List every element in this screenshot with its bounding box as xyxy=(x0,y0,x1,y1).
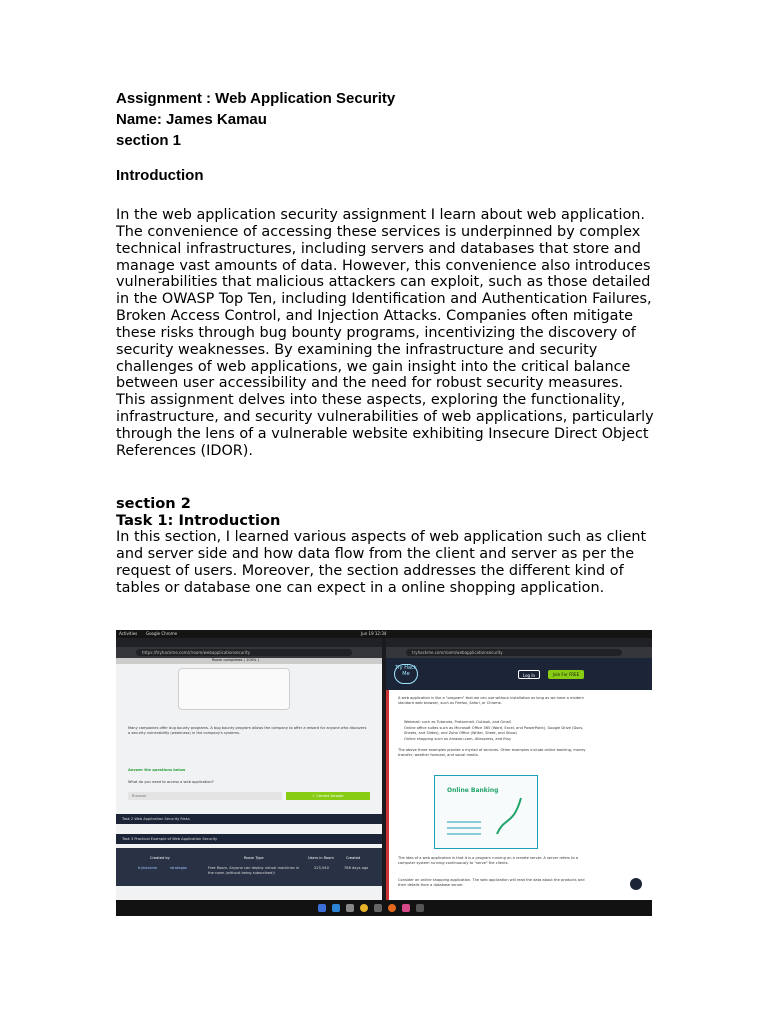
correct-answer-button[interactable]: ✓ Correct Answer xyxy=(286,792,370,800)
tryhackme-header xyxy=(386,658,652,690)
section-2-label: section 2 xyxy=(116,495,191,512)
introduction-paragraph: In the web application security assignment I learn about web application. The convenience of accessing these services is underpinned by complex technical infrastructures, including servers and databases that store and manage vast amounts of data. However, this convenience also introduces vulnerabilities that malicious attackers can exploit, such as those detailed in the OWASP Top Ten, including Identification and Authentication Failures, Broken Access Control, and Injection Attacks. Companies often mitigate these risks through bug bounty programs, incentivizing the discovery of security weaknesses. By examining the infrastructure and security challenges of web applications, we gain insight into the critical balance between user accessibility and the need for robust security measures. This assignment delves into these aspects, exploring the functionality, infrastructure, and security vulnerabilities of web applications, particularly through the lens of a vulnerable website exhibiting Insecure Direct Object References (IDOR). xyxy=(116,207,654,459)
grid-icon[interactable] xyxy=(416,904,424,912)
answer-heading: Answer the questions below xyxy=(128,768,186,772)
online-banking-illustration xyxy=(434,775,538,849)
created-by-header: Created by xyxy=(150,856,170,860)
question-text: What do you need to access a web application? xyxy=(128,780,214,784)
growth-curve xyxy=(435,776,539,850)
desktop-top-bar xyxy=(116,630,652,638)
bullet-2: Online office suites such as Microsoft Office 365 (Word, Excel, and PowerPoint), Google Drive (Docs, Sheets, and Slides), and Zoho Office (Writer, Sheet, and Show) xyxy=(404,726,584,735)
bug-bounty-text: Many companies offer bug bounty programs. A bug bounty program allows the company to offer a reward for anyone who discovers a security vulnerability (weakness) in the company's systems. xyxy=(128,726,367,735)
room-completed-label: Room completed ( 100% ) xyxy=(212,658,259,662)
taskbar-dock xyxy=(116,900,652,916)
task-3-bar[interactable]: Task 3 Practical Example of Web Application Security xyxy=(116,834,382,844)
tryhackme-screenshot xyxy=(116,630,652,916)
right-para-3: The idea of a web application is that it is a program running on a remote server. A server refers to a computer system running continuously to "serve" the clients. xyxy=(398,856,579,865)
creator-1[interactable]: tryhackme xyxy=(138,866,158,870)
settings-icon[interactable] xyxy=(374,904,382,912)
app-icon[interactable] xyxy=(402,904,410,912)
chat-bubble-icon[interactable] xyxy=(630,878,642,890)
left-tab-strip xyxy=(116,638,382,647)
section-1-label: section 1 xyxy=(116,132,182,149)
chrome-icon[interactable] xyxy=(360,904,368,912)
activities-label: Activities xyxy=(119,631,138,636)
right-browser-window xyxy=(386,638,652,908)
task1-heading: Task 1: Introduction xyxy=(116,512,281,529)
join-button[interactable]: Join For FREE xyxy=(548,670,584,679)
firefox-icon[interactable] xyxy=(388,904,396,912)
files-icon[interactable] xyxy=(318,904,326,912)
bullet-1: Webmail: such as Tutanota, Protonmail, Outlook, and Gmail xyxy=(404,720,511,724)
network-diagram xyxy=(178,668,290,710)
creator-2[interactable]: strategos xyxy=(170,866,187,870)
right-url-field[interactable]: tryhackme.com/room/webapplicationsecurity xyxy=(406,649,622,656)
task-2-bar[interactable]: Task 2 Web Application Security Risks xyxy=(116,814,382,824)
vscode-icon[interactable] xyxy=(332,904,340,912)
author-name: Name: James Kamau xyxy=(116,111,267,128)
created-value: 786 days ago xyxy=(344,866,369,870)
online-banking-label: Online Banking xyxy=(447,787,499,794)
room-type-header: Room Type xyxy=(244,856,264,860)
login-button[interactable]: Log In xyxy=(518,670,540,679)
task1-paragraph: In this section, I learned various aspects of web application such as client and server side and how data flow from the client and server as per the request of users. Moreover, the section addresses the different kind of tables or database one can expect in a online shopping application. xyxy=(116,529,647,596)
right-para-2: The above three examples provide a myriad of services. Other examples include online banking, money transfer, weather forecast, and social media. xyxy=(398,748,586,757)
answer-field[interactable]: Browser xyxy=(128,792,282,800)
clock: Jun 19 12:34 xyxy=(361,631,387,636)
right-tab-strip xyxy=(386,638,652,647)
users-header: Users in Room xyxy=(308,856,334,860)
introduction-heading: Introduction xyxy=(116,167,204,184)
created-header: Created xyxy=(346,856,361,860)
terminal-icon[interactable] xyxy=(346,904,354,912)
left-url-field[interactable]: https://tryhackme.com/r/room/webapplicationsecurity xyxy=(136,649,352,656)
app-label: Google Chrome xyxy=(146,631,178,636)
tryhackme-logo[interactable]: Try Hack Me xyxy=(394,664,418,684)
right-para-1: A web application is like a "program" that we can use without installation as long as we have a modern standard web browser, such as Firefox, Safari, or Chrome. xyxy=(398,696,584,705)
right-para-4: Consider an online shopping application. The web application will read the data about the products and their details from a database server. xyxy=(398,878,585,887)
assignment-title: Assignment : Web Application Security xyxy=(116,90,396,107)
right-address-bar xyxy=(386,647,652,658)
users-value: 225,940 xyxy=(314,866,329,870)
room-type-value: Free Room. Anyone can deploy virtual machines in the room (without being subscribed)! xyxy=(208,866,300,875)
left-browser-window xyxy=(116,638,382,908)
bullet-3: Online shopping such as Amazon.com, Aliexpress, and Etsy xyxy=(404,737,511,741)
left-address-bar xyxy=(116,647,382,658)
